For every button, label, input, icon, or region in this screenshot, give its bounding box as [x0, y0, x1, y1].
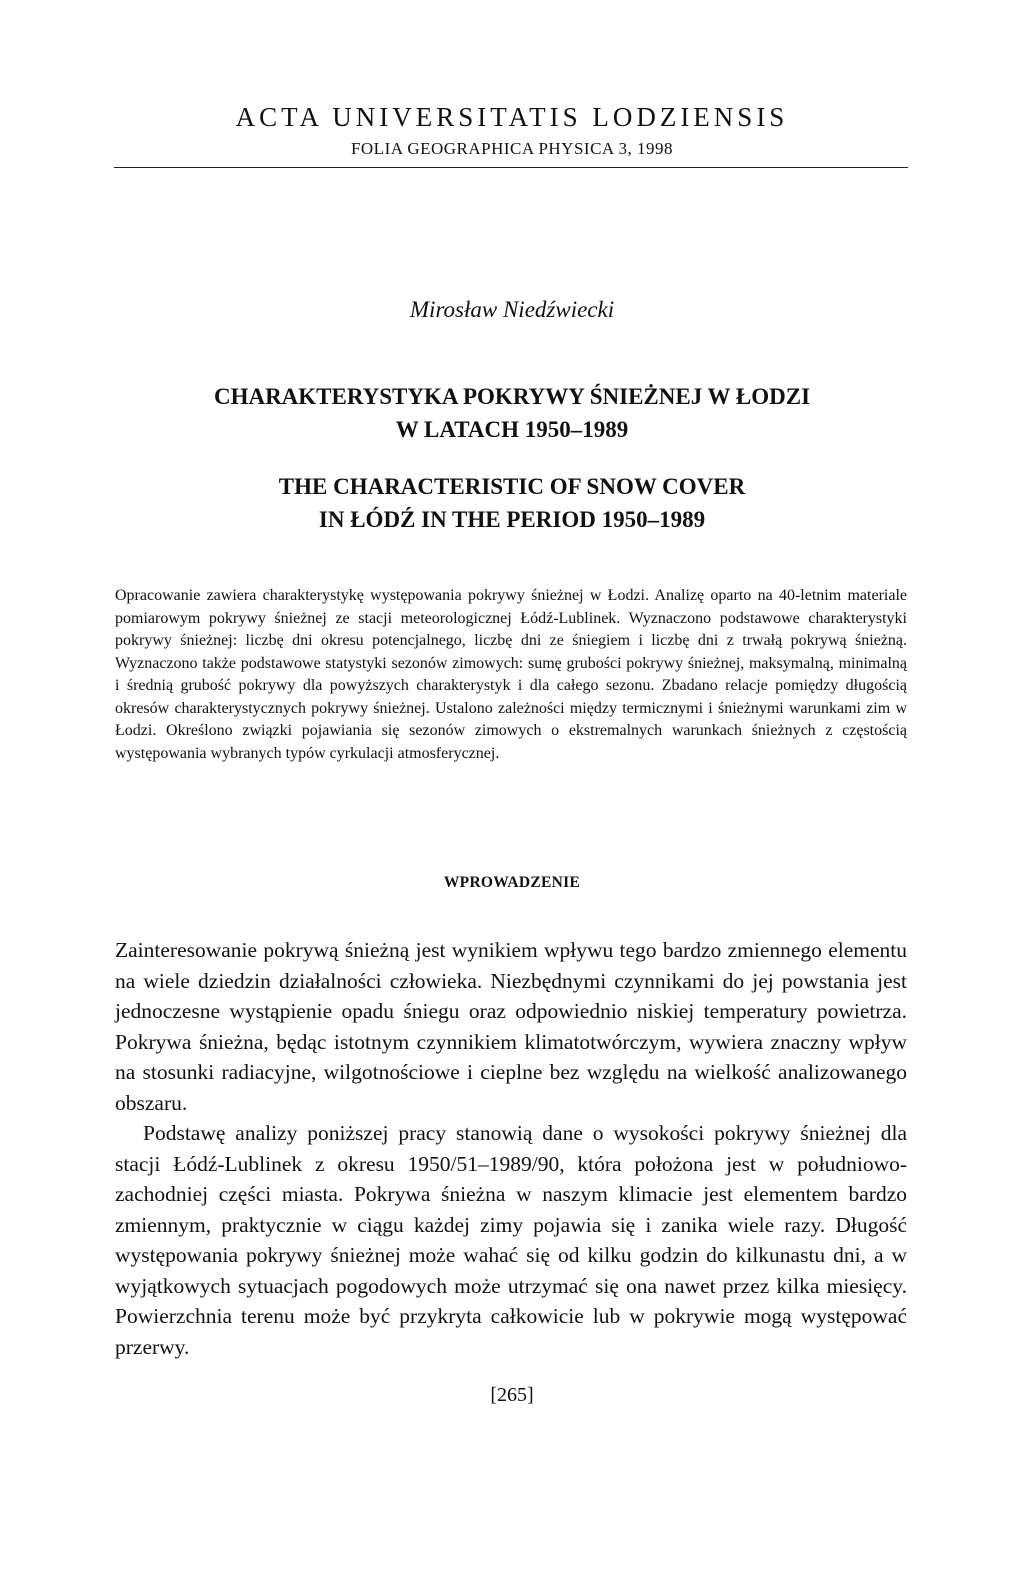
title-polish [112, 380, 912, 446]
title-english-line-2: IN ŁÓDŹ IN THE PERIOD 1950–1989 [318, 507, 706, 532]
author-name: Mirosław Niedźwiecki [409, 297, 615, 322]
title-english-line-1: THE CHARACTERISTIC OF SNOW COVER [278, 474, 746, 499]
title-polish-line-1: CHARAKTERYSTYKA POKRYWY ŚNIEŻNEJ W ŁODZI [213, 384, 811, 409]
title-english [112, 470, 912, 536]
journal-series: FOLIA GEOGRAPHICA PHYSICA 3, 1998 [350, 139, 674, 158]
journal-title: ACTA UNIVERSITATIS LODZIENSIS [235, 102, 789, 132]
paragraph-2: Podstawę analizy poniższej pracy stanowią dane o wysokości pokrywy śnieżnej dla stacji Łódź-Lublinek z okresu 1950/51–1989/90, która położona jest w południowo-zachodniej części miasta. Pokrywa śnieżna w naszym klimacie jest elementem bardzo zmiennym, praktycznie w ciągu każdej zimy pojawia się i zanika wiele razy. Długość występowania pokrywy śnieżnej może wahać się od kilku godzin do kilkunastu dni, a w wyjątkowych sytuacjach pogodowych może utrzymać się ona nawet przez kilka miesięcy. Powierzchnia terenu może być przykryta całkowicie lub w pokrywie mogą występować przerwy. [115, 1121, 907, 1359]
title-polish-line-2: W LATACH 1950–1989 [395, 417, 629, 442]
paragraph-1: Zainteresowanie pokrywą śnieżną jest wynikiem wpływu tego bardzo zmiennego elementu na wiele dziedzin działalności człowieka. Niezbędnymi czynnikami do jej powstania jest jednoczesne wystąpienie opadu śniegu oraz odpowiednio niskiej temperatury powietrza. Pokrywa śnieżna, będąc istotnym czynnikiem klimatotwórczym, wywiera znaczny wpływ na stosunki radiacyjne, wilgotnościowe i cieplne bez względu na wielkość analizowanego obszaru. [115, 938, 907, 1115]
section-heading: WPROWADZENIE [443, 874, 581, 891]
page-number: [265] [490, 1384, 534, 1406]
abstract: Opracowanie zawiera charakterystykę występowania pokrywy śnieżnej w Łodzi. Analizę oparto na 40-letnim materiale pomiarowym pokrywy śnieżnej ze stacji meteorologicznej Łódź-Lublinek. Wyznaczono podstawowe charakterystyki pokrywy śnieżnej: liczbę dni okresu potencjalnego, liczbę dni ze śniegiem i liczbę dni z trwałą pokrywą śnieżną. Wyznaczono także podstawowe statystyki sezonów zimowych: sumę grubości pokrywy śnieżnej, maksymalną, minimalną i średnią grubość pokrywy dla powyższych charakterystyk i dla całego sezonu. Zbadano relacje pomiędzy długością okresów charakterystycznych pokrywy śnieżnej. Ustalono zależności między termicznymi i śnieżnymi warunkami zim w Łodzi. Określono związki pojawiania się sezonów zimowych o ekstremalnych warunkach śnieżnych z częstością występowania wybranych typów cyrkulacji atmosferycznej. [115, 587, 907, 762]
body-text [115, 935, 907, 1362]
header-rule [114, 167, 908, 168]
